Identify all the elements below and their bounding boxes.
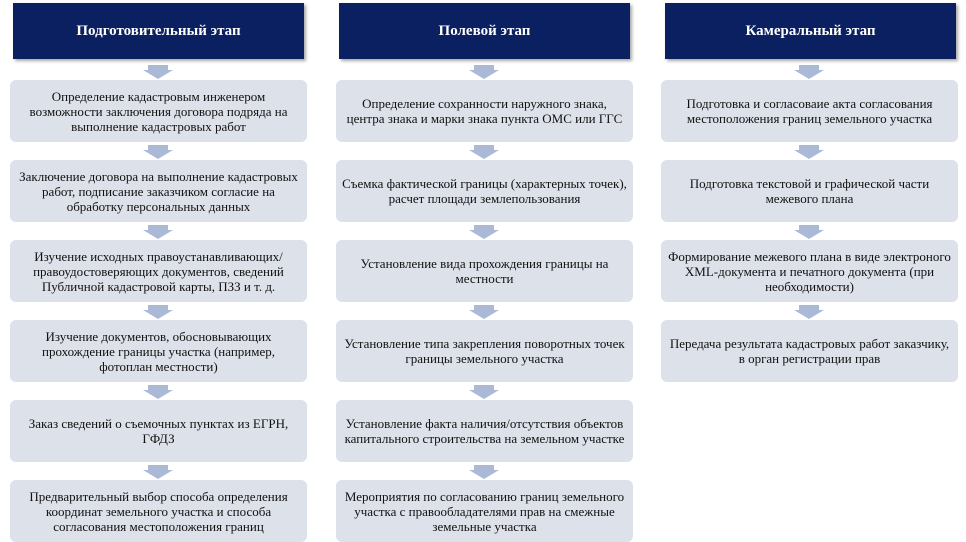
down-arrow-icon [794, 305, 824, 319]
step-box [10, 320, 307, 382]
down-arrow-icon [469, 145, 499, 159]
step-text: Определение кадастровым инженером возможности заключения договора подряда на выполнение кадастровых работ [29, 88, 288, 134]
step-box [336, 160, 633, 222]
step-text: Формирование межевого плана в виде электроного XML-документа и печатного документа (при необходимости) [668, 248, 951, 294]
step-text: Съемка фактической границы (характерных точек), расчет площади землепользования [342, 176, 627, 206]
step-text: Мероприятия по согласованию границ земельного участка с правообладателями прав на смежные земельные участка [344, 488, 625, 534]
header-title: Полевой этап [438, 22, 531, 39]
step-box [336, 320, 633, 382]
step-text: Передача результата кадастровых работ заказчику, в орган регистрации прав [669, 336, 950, 366]
down-arrow-icon [794, 225, 824, 239]
step-box [10, 160, 307, 222]
down-arrow-icon [143, 145, 173, 159]
down-arrow-icon [143, 465, 173, 479]
down-arrow-icon [794, 65, 824, 79]
step-text: Установление вида прохождения границы на местности [360, 256, 609, 286]
down-arrow-icon [143, 305, 173, 319]
step-text: Заказ сведений о съемочных пунктах из ЕГРН, ГФДЗ [28, 416, 289, 446]
down-arrow-icon [469, 65, 499, 79]
step-box [336, 400, 633, 462]
down-arrow-icon [469, 305, 499, 319]
step-box [661, 320, 958, 382]
down-arrow-icon [469, 385, 499, 399]
header-title: Подготовительный этап [76, 22, 241, 39]
step-text: Подготовка и согласоваие акта согласования местоположения границ земельного участка [686, 96, 933, 126]
step-text: Изучение исходных правоустанавливающих/ правоудостоверяющих документов, сведений Публичной кадастровой карты, ПЗЗ и т. д. [33, 248, 284, 294]
down-arrow-icon [143, 65, 173, 79]
step-box [336, 480, 633, 542]
step-text: Заключение договора на выполнение кадастровых работ, подписание заказчиком согласие на обработку персональных данных [19, 168, 298, 214]
header-field-stage [339, 3, 630, 59]
header-office-stage [665, 3, 956, 59]
step-box [661, 240, 958, 302]
step-box [10, 480, 307, 542]
header-title: Камеральный этап [745, 22, 876, 39]
step-box [10, 400, 307, 462]
step-text: Изучение документов, обосновывающих прохождение границы участка (например, фотоплан местности) [41, 328, 276, 374]
header-preparatory-stage [13, 3, 304, 59]
step-text: Установление факта наличия/отсутствия объектов капитального строительства на земельном участке [344, 416, 625, 446]
step-box [10, 240, 307, 302]
step-text: Подготовка текстовой и графической части межевого плана [689, 176, 930, 206]
step-text: Предварительный выбор способа определения координат земельного участка и способа согласования местоположения границ [29, 488, 288, 534]
step-text: Установление типа закрепления поворотных точек границы земельного участка [344, 336, 625, 366]
down-arrow-icon [469, 225, 499, 239]
down-arrow-icon [143, 225, 173, 239]
down-arrow-icon [794, 145, 824, 159]
step-text: Определение сохранности наружного знака, центра знака и марки знака пункта ОМС или ГГС [346, 96, 623, 126]
step-box [661, 160, 958, 222]
down-arrow-icon [143, 385, 173, 399]
step-box [336, 240, 633, 302]
down-arrow-icon [469, 465, 499, 479]
step-box [661, 80, 958, 142]
step-box [336, 80, 633, 142]
step-box [10, 80, 307, 142]
